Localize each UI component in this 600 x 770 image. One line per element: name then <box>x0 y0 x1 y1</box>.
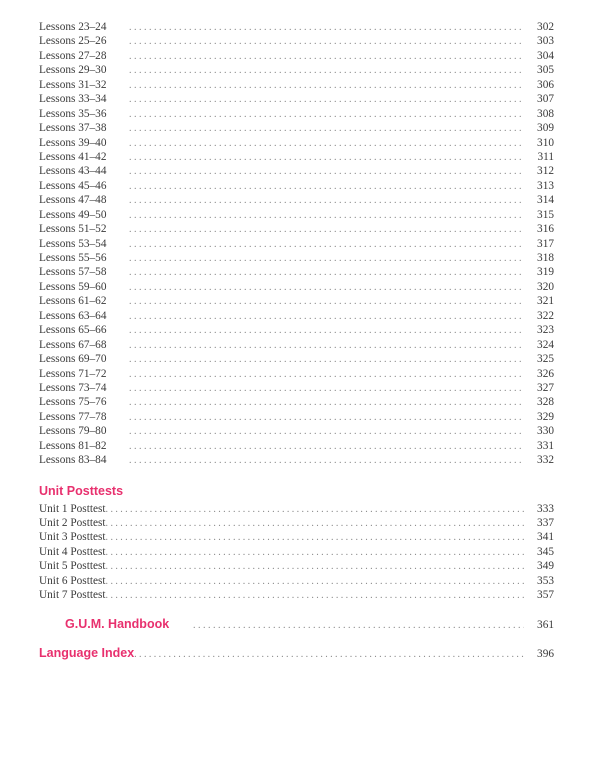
toc-page-number: 311 <box>537 150 554 163</box>
toc-entry[interactable] <box>39 49 554 63</box>
toc-entry[interactable] <box>39 395 554 409</box>
toc-entry-label: Lessons 23–24 <box>39 21 107 33</box>
dot-leader <box>129 368 524 382</box>
toc-entry-label: Lessons 83–84 <box>39 454 107 467</box>
dot-leader <box>129 165 524 179</box>
toc-entry-label: Lessons 31–32 <box>39 78 107 91</box>
toc-entry[interactable] <box>39 208 554 222</box>
dot-leader <box>129 425 524 439</box>
dot-leader <box>129 339 524 353</box>
toc-entry-label: Lessons 45–46 <box>39 179 107 192</box>
dot-leader <box>193 617 524 635</box>
toc-entry[interactable] <box>39 63 554 77</box>
toc-page-number: 330 <box>537 425 554 438</box>
toc-entry[interactable] <box>39 516 554 530</box>
toc-page-number: 318 <box>537 252 554 264</box>
dot-leader <box>106 560 524 574</box>
toc-page-number: 349 <box>537 560 554 573</box>
dot-leader <box>106 531 524 545</box>
toc-entry-label: Unit 3 Posttest <box>39 531 106 544</box>
toc-page-number: 325 <box>537 353 554 366</box>
toc-entry[interactable] <box>39 78 554 92</box>
toc-entry-label: Lessons 81–82 <box>39 439 107 452</box>
toc-entry[interactable] <box>39 107 554 121</box>
toc-entry-label: Lessons 25–26 <box>39 35 107 48</box>
dot-leader <box>106 546 524 560</box>
toc-entry[interactable] <box>39 502 554 516</box>
toc-page-number: 326 <box>537 367 554 380</box>
toc-entry[interactable] <box>39 251 554 265</box>
toc-entry-label: Lessons 71–72 <box>39 367 107 380</box>
toc-entry-label: G.U.M. Handbook <box>65 616 170 631</box>
toc-entry-label: Lessons 59–60 <box>39 280 107 293</box>
toc-page-number: 341 <box>537 531 554 544</box>
dot-leader <box>129 411 524 425</box>
toc-entry[interactable] <box>39 559 554 573</box>
toc-entry[interactable] <box>39 265 554 279</box>
toc-entry[interactable] <box>39 34 554 48</box>
toc-entry[interactable] <box>39 20 554 34</box>
dot-leader <box>129 281 524 295</box>
toc-entry-label: Lessons 57–58 <box>39 266 107 279</box>
dot-leader <box>129 266 524 280</box>
toc-page-number: 313 <box>537 179 554 192</box>
toc-page-number: 332 <box>537 454 554 467</box>
toc-entry[interactable] <box>39 309 554 323</box>
dot-leader <box>129 382 524 396</box>
dot-leader <box>129 122 524 136</box>
toc-entry-label: Lessons 41–42 <box>39 150 107 163</box>
dot-leader <box>106 589 524 603</box>
dot-leader <box>129 137 524 151</box>
toc-entry-label: Unit 2 Posttest <box>39 517 106 529</box>
dot-leader <box>129 454 524 468</box>
toc-entry[interactable] <box>39 222 554 236</box>
toc-entry-label: Lessons 37–38 <box>39 122 107 135</box>
toc-entry[interactable] <box>39 92 554 106</box>
toc-page-number: 307 <box>537 93 554 106</box>
toc-page-number: 305 <box>537 64 554 77</box>
toc-entry[interactable] <box>39 424 554 438</box>
toc-entry[interactable] <box>39 136 554 150</box>
dot-leader <box>129 310 524 324</box>
toc-page-number: 328 <box>537 396 554 409</box>
toc-entry-label: Unit 5 Posttest <box>39 560 106 573</box>
dot-leader <box>129 324 524 338</box>
dot-leader <box>129 194 524 208</box>
toc-entry[interactable] <box>39 164 554 178</box>
toc-page-number: 302 <box>537 21 554 33</box>
toc-page-number: 353 <box>537 574 554 587</box>
toc-entry-label: Lessons 53–54 <box>39 237 107 250</box>
dot-leader <box>129 35 524 49</box>
toc-page-number: 357 <box>537 589 554 602</box>
dot-leader <box>106 517 524 531</box>
dot-leader <box>129 209 524 223</box>
toc-page-number: 316 <box>537 223 554 236</box>
toc-entry-label: Lessons 47–48 <box>39 194 107 207</box>
toc-entry[interactable] <box>39 530 554 544</box>
toc-page-number: 324 <box>537 338 554 351</box>
toc-page-number: 329 <box>537 410 554 423</box>
toc-entry[interactable] <box>39 338 554 352</box>
toc-page-number: 312 <box>537 165 554 178</box>
toc-entry[interactable] <box>39 439 554 453</box>
toc-page-number: 317 <box>537 237 554 250</box>
dot-leader <box>129 180 524 194</box>
toc-page-number: 337 <box>537 517 554 529</box>
toc-entry-label: Lessons 55–56 <box>39 252 107 264</box>
toc-entry-label: Lessons 67–68 <box>39 338 107 351</box>
toc-entry[interactable] <box>39 179 554 193</box>
toc-entry[interactable] <box>39 121 554 135</box>
toc-page-number: 320 <box>537 280 554 293</box>
toc-page-number: 396 <box>537 647 554 660</box>
dot-leader <box>106 503 524 517</box>
toc-page-number: 322 <box>537 309 554 322</box>
dot-leader <box>134 646 524 664</box>
toc-entry[interactable] <box>39 323 554 337</box>
toc-page-number: 333 <box>537 502 554 515</box>
toc-entry-label: Lessons 49–50 <box>39 208 107 221</box>
dot-leader <box>129 79 524 93</box>
toc-entry[interactable] <box>39 193 554 207</box>
table-of-contents <box>39 20 554 662</box>
toc-entry-label: Unit 6 Posttest <box>39 574 106 587</box>
toc-entry-label: Lessons 77–78 <box>39 410 107 423</box>
toc-entry-label: Lessons 69–70 <box>39 353 107 366</box>
dot-leader <box>129 295 524 309</box>
toc-entry[interactable] <box>39 237 554 251</box>
toc-entry-label: Lessons 75–76 <box>39 396 107 409</box>
dot-leader <box>129 252 524 266</box>
dot-leader <box>129 21 524 35</box>
dot-leader <box>129 223 524 237</box>
toc-entry[interactable] <box>39 352 554 366</box>
dot-leader <box>129 238 524 252</box>
toc-page-number: 323 <box>537 324 554 337</box>
toc-page-number: 345 <box>537 545 554 558</box>
toc-entry-label: Language Index <box>39 645 135 660</box>
dot-leader <box>129 64 524 78</box>
toc-entry-label: Lessons 73–74 <box>39 381 107 394</box>
toc-entry-label: Lessons 35–36 <box>39 107 107 120</box>
toc-entry-label: Lessons 79–80 <box>39 425 107 438</box>
toc-entry[interactable] <box>39 294 554 308</box>
dot-leader <box>129 440 524 454</box>
dot-leader <box>129 353 524 367</box>
toc-page-number: 361 <box>537 618 554 631</box>
toc-entry-label: Lessons 63–64 <box>39 309 107 322</box>
unit-posttests-heading: Unit Posttests <box>39 483 124 498</box>
toc-page-number: 308 <box>537 107 554 120</box>
toc-page-number: 306 <box>537 78 554 91</box>
toc-entry-label: Lessons 27–28 <box>39 49 107 62</box>
toc-page-number: 327 <box>537 381 554 394</box>
toc-entry-label: Lessons 33–34 <box>39 93 107 106</box>
toc-entry[interactable] <box>39 280 554 294</box>
toc-page-number: 331 <box>537 439 554 452</box>
toc-entry-label: Lessons 43–44 <box>39 165 107 178</box>
toc-entry-label: Lessons 39–40 <box>39 136 107 149</box>
lessons-list <box>39 20 554 468</box>
toc-entry-label: Lessons 65–66 <box>39 324 107 337</box>
toc-entry-label: Lessons 51–52 <box>39 223 107 236</box>
toc-entry-label: Lessons 29–30 <box>39 64 107 77</box>
toc-entry-language-index[interactable] <box>39 644 554 662</box>
toc-entry[interactable] <box>39 545 554 559</box>
toc-page-number: 309 <box>537 122 554 135</box>
dot-leader <box>129 50 524 64</box>
toc-page-number: 304 <box>537 49 554 62</box>
toc-entry-label: Unit 4 Posttest <box>39 545 106 558</box>
toc-entry[interactable] <box>39 381 554 395</box>
toc-page-number: 303 <box>537 35 554 48</box>
toc-page-number: 319 <box>537 266 554 279</box>
dot-leader <box>129 108 524 122</box>
dot-leader <box>106 575 524 589</box>
toc-entry-label: Unit 7 Posttest <box>39 589 106 602</box>
toc-entry[interactable] <box>39 453 554 467</box>
toc-page-number: 315 <box>537 208 554 221</box>
toc-entry-label: Lessons 61–62 <box>39 295 107 308</box>
toc-entry-label: Unit 1 Posttest <box>39 502 106 515</box>
dot-leader <box>129 93 524 107</box>
unit-posttests-list <box>39 502 554 603</box>
toc-page-number: 321 <box>537 295 554 308</box>
toc-page-number: 314 <box>537 194 554 207</box>
toc-entry[interactable] <box>39 150 554 164</box>
toc-entry[interactable] <box>39 574 554 588</box>
toc-entry[interactable] <box>39 588 554 602</box>
toc-entry[interactable] <box>39 367 554 381</box>
toc-page-number: 310 <box>537 136 554 149</box>
toc-entry[interactable] <box>39 410 554 424</box>
dot-leader <box>129 396 524 410</box>
toc-entry-gum-handbook[interactable] <box>39 615 554 633</box>
dot-leader <box>129 151 524 165</box>
